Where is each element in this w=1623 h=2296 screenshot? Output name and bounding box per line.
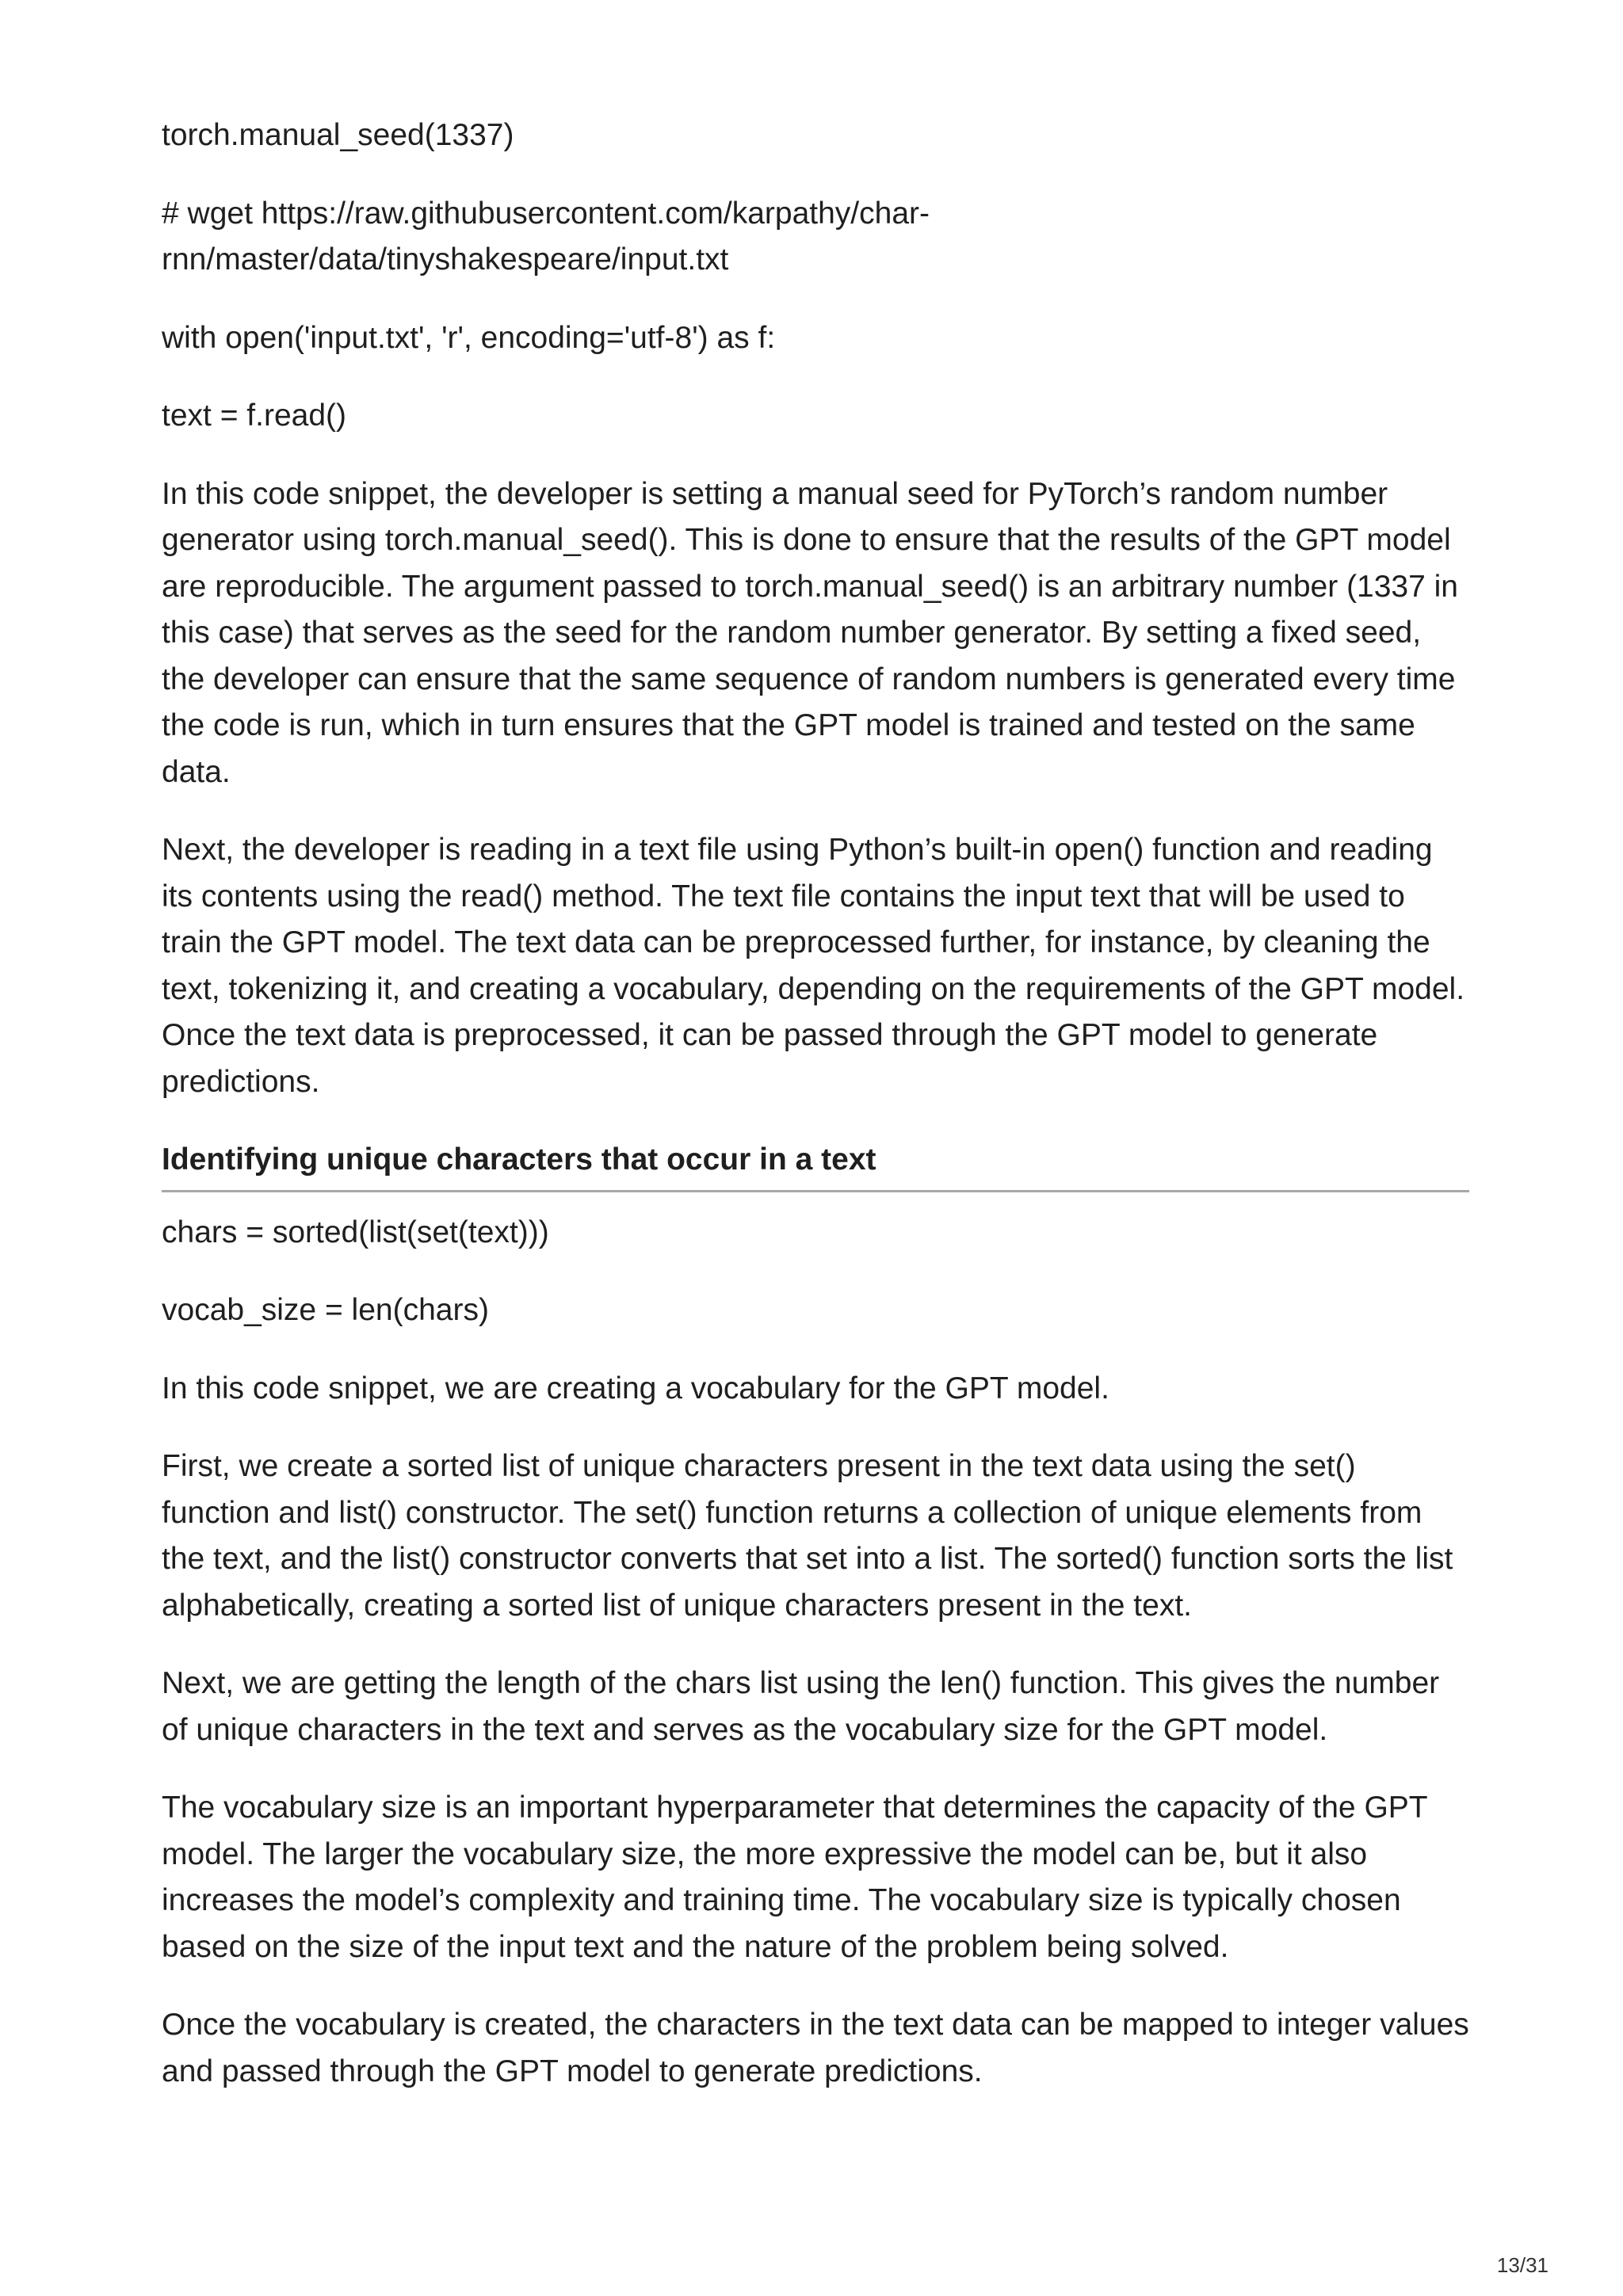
paragraph-vocabulary-intro: In this code snippet, we are creating a vocabulary for the GPT model. (162, 1371, 1109, 1405)
paragraph-sorted-list-explanation: First, we create a sorted list of unique characters present in the text data using the set() function and list() constructor. The set() function returns a collection of unique elements from the text, and the list() constructor converts that set into a list. The sorted() function sorts the list alphabetically, creating a sorted list of unique characters present in the text. (162, 1449, 1453, 1623)
paragraph-reading-file-explanation: Next, the developer is reading in a text file using Python’s built-in open() function and reading its contents using the read() method. The text file contains the input text that will be used to train the GPT model. The text data can be preprocessed further, for instance, by cleaning the text, tokenizing it, and creating a vocabulary, depending on the requirements of the GPT model. Once the text data is preprocessed, it can be passed through the GPT model to generate predictions. (162, 833, 1465, 1099)
paragraph-hyperparameter-explanation: The vocabulary size is an important hyperparameter that determines the capacity of the GPT model. The larger the vocabulary size, the more expressive the model can be, but it also increases the model’s complexity and training time. The vocabulary size is typically chosen based on the size of the input text and the nature of the problem being solved. (162, 1791, 1427, 1964)
paragraph-len-explanation: Next, we are getting the length of the chars list using the len() function. This gives the number of unique characters in the text and serves as the vocabulary size for the GPT model. (162, 1666, 1440, 1747)
page-number: 13/31 (1496, 2253, 1549, 2277)
wget-comment-text: # wget https://raw.githubusercontent.com/karpathy/char- rnn/master/data/tinyshakespeare/input.txt (162, 196, 930, 277)
code-line-chars: chars = sorted(list(set(text))) (162, 1215, 549, 1249)
paragraph-mapping-explanation: Once the vocabulary is created, the characters in the text data can be mapped to integer values and passed through the GPT model to generate predictions. (162, 2008, 1469, 2088)
document-page (162, 113, 1469, 2126)
code-line-wget-comment (162, 191, 1469, 284)
code-line-read-text: text = f.read() (162, 399, 347, 433)
code-line-open-file: with open('input.txt', 'r', encoding='utf-8') as f: (162, 320, 776, 355)
code-line-vocab-size: vocab_size = len(chars) (162, 1293, 489, 1327)
code-line-manual-seed: torch.manual_seed(1337) (162, 118, 514, 152)
section-heading-unique-characters: Identifying unique characters that occur in a text (162, 1137, 1469, 1192)
paragraph-manual-seed-explanation: In this code snippet, the developer is setting a manual seed for PyTorch’s random number generator using torch.manual_seed(). This is done to ensure that the results of the GPT model are reproducible. The argument passed to torch.manual_seed() is an arbitrary number (1337 in this case) that serves as the seed for the random number generator. By setting a fixed seed, the developer can ensure that the same sequence of random numbers is generated every time the code is run, which in turn ensures that the GPT model is trained and tested on the same data. (162, 476, 1459, 789)
